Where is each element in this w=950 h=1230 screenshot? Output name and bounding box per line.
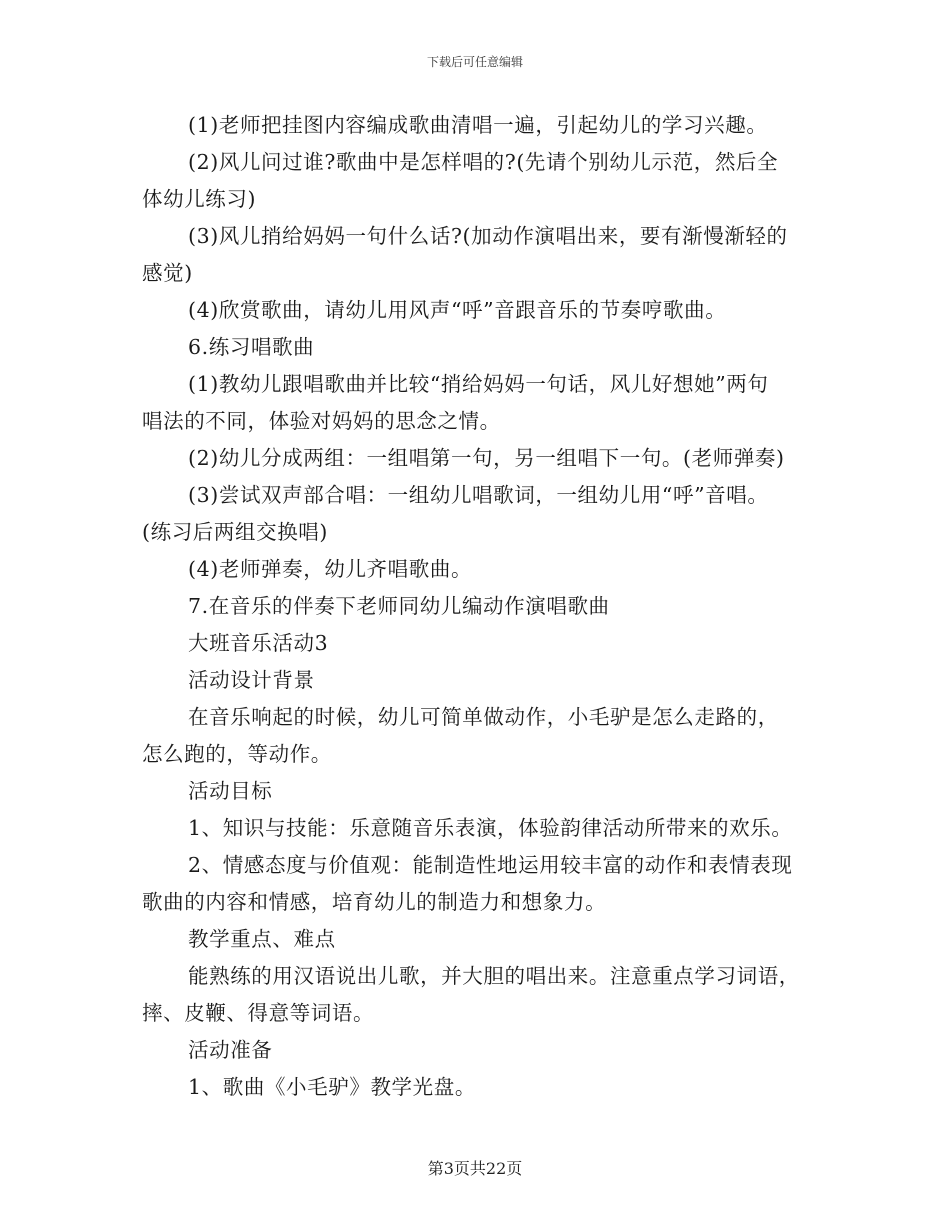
text-line: (3)风儿捎给妈妈一句什么话?(加动作演唱出来，要有渐慢渐轻的 [188,224,788,248]
section-heading: 6.练习唱歌曲 [188,335,315,359]
text-line: 能熟练的用汉语说出儿歌，并大胆的唱出来。注意重点学习词语， [188,964,800,988]
section-heading: 活动目标 [188,779,273,803]
text-line: 感觉) [142,261,193,285]
text-line: 2、情感态度与价值观：能制造性地运用较丰富的动作和表情表现 [188,853,793,877]
text-line: 唱法的不同，体验对妈妈的思念之情。 [142,409,501,433]
text-line: (3)尝试双声部合唱：一组幼儿唱歌词，一组幼儿用“呼”音唱。 [188,483,769,507]
text-line: 1、知识与技能：乐意随音乐表演，体验韵律活动所带来的欢乐。 [188,816,793,840]
section-heading: 活动准备 [188,1038,273,1062]
document-body [142,107,812,1106]
text-line: (2)风儿问过谁?歌曲中是怎样唱的?(先请个别幼儿示范，然后全 [188,150,779,174]
text-line: 怎么跑的，等动作。 [142,742,332,766]
section-heading: 活动设计背景 [188,668,315,692]
page-number: 第3页共22页 [427,1159,523,1178]
page-header-note: 下载后可任意编辑 [426,55,523,69]
section-heading: 教学重点、难点 [188,927,336,951]
text-line: (1)教幼儿跟唱歌曲并比较“捎给妈妈一句话，风儿好想她”两句 [188,372,769,396]
text-line: 体幼儿练习) [142,187,257,211]
text-line: (1)老师把挂图内容编成歌曲清唱一遍，引起幼儿的学习兴趣。 [188,113,768,137]
text-line: 在音乐响起的时候，幼儿可简单做动作，小毛驴是怎么走路的， [188,705,779,729]
text-line: (练习后两组交换唱) [142,520,328,544]
text-line: 1、歌曲《小毛驴》教学光盘。 [188,1075,476,1099]
text-line: 摔、皮鞭、得意等词语。 [142,1001,375,1025]
activity-title: 大班音乐活动3 [188,631,329,655]
text-line: (4)老师弹奏，幼儿齐唱歌曲。 [188,557,473,581]
section-heading: 7.在音乐的伴奏下老师同幼儿编动作演唱歌曲 [188,594,610,618]
text-line: 歌曲的内容和情感，培育幼儿的制造力和想象力。 [142,890,607,914]
text-line: (2)幼儿分成两组：一组唱第一句，另一组唱下一句。(老师弹奏) [188,446,785,470]
text-line: (4)欣赏歌曲，请幼儿用风声“呼”音跟音乐的节奏哼歌曲。 [188,298,727,322]
